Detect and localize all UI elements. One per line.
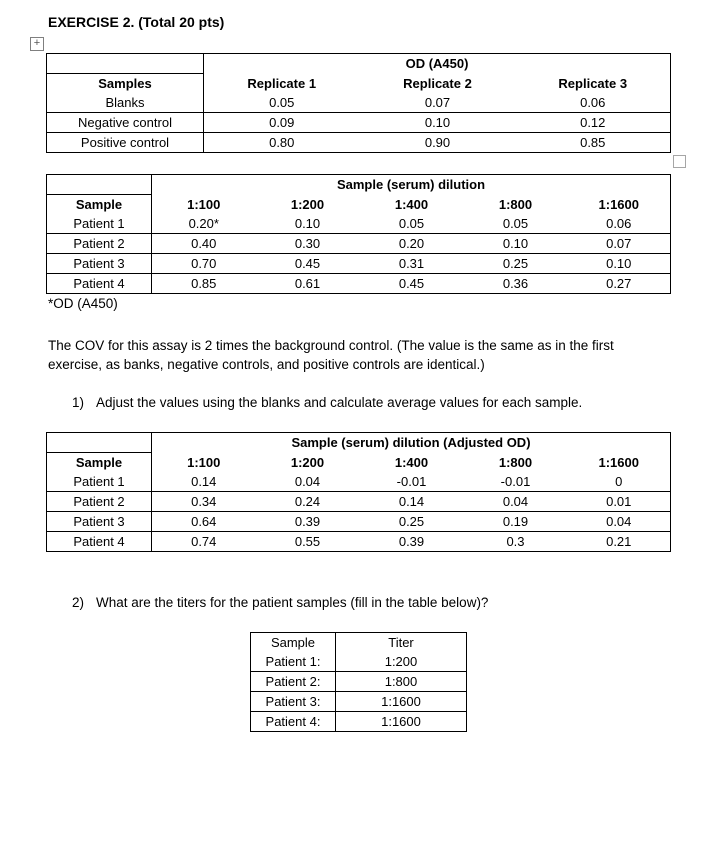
table-cell: 0.10 xyxy=(256,214,360,234)
table-cell: 0.05 xyxy=(464,214,568,234)
table-cell: Negative control xyxy=(47,113,204,133)
table-cell: Patient 2 xyxy=(47,492,152,512)
table-cell: 0.39 xyxy=(256,512,360,532)
table-cell: Patient 1: xyxy=(251,652,336,672)
table-row xyxy=(47,274,671,294)
titer-cell[interactable]: 1:1600 xyxy=(336,692,467,712)
table-cell xyxy=(47,54,204,74)
column-header: Titer xyxy=(336,633,467,653)
column-header: 1:200 xyxy=(290,454,325,470)
table-cell: 0.34 xyxy=(152,492,256,512)
table-cell: Patient 1 xyxy=(47,472,152,492)
table-cell: 0.70 xyxy=(152,254,256,274)
table-row xyxy=(47,93,671,113)
table-cell: Positive control xyxy=(47,133,204,153)
titer-cell[interactable]: 1:800 xyxy=(336,672,467,692)
adjusted-od-table xyxy=(46,432,671,552)
column-header: Replicate 3 xyxy=(516,74,671,94)
table-row xyxy=(47,512,671,532)
question-text: Adjust the values using the blanks and calculate average values for each sample. xyxy=(96,395,583,410)
od-footnote: *OD (A450) xyxy=(48,296,118,311)
table-cell: Patient 4 xyxy=(47,274,152,294)
table-row xyxy=(47,234,671,254)
column-header: 1:800 xyxy=(498,454,533,470)
column-header: 1:200 xyxy=(290,196,325,212)
table-cell: 0.12 xyxy=(516,113,671,133)
table-row xyxy=(47,254,671,274)
table-resize-handle-icon[interactable] xyxy=(673,155,686,168)
table-cell: 0.05 xyxy=(360,214,464,234)
column-header: Replicate 1 xyxy=(204,74,360,94)
table-cell: 0.04 xyxy=(256,472,360,492)
table-move-handle-icon[interactable]: + xyxy=(30,37,44,51)
column-header: Replicate 2 xyxy=(403,75,472,91)
table-cell: 0.40 xyxy=(152,234,256,254)
column-header: 1:1600 xyxy=(568,195,671,215)
table-cell: 0.27 xyxy=(568,274,671,294)
table-cell: 0.24 xyxy=(256,492,360,512)
question-number: 1) xyxy=(72,395,85,410)
table-cell: 0.10 xyxy=(360,113,516,133)
titer-cell[interactable]: 1:1600 xyxy=(336,712,467,732)
exercise-title: EXERCISE 2. (Total 20 pts) xyxy=(48,14,225,30)
table-cell: 0.04 xyxy=(464,492,568,512)
table-cell: Patient 3: xyxy=(251,692,336,712)
table-cell: 0.39 xyxy=(360,532,464,552)
od-replicates-table xyxy=(46,53,671,153)
group-header: Sample (serum) dilution (Adjusted OD) xyxy=(152,433,671,453)
question-1 xyxy=(72,395,582,410)
table-cell: 0.64 xyxy=(152,512,256,532)
column-header: Sample xyxy=(251,633,336,653)
table-cell: 0.74 xyxy=(152,532,256,552)
titer-cell[interactable]: 1:200 xyxy=(336,652,467,672)
table-cell: 0.90 xyxy=(360,133,516,153)
column-header: 1:800 xyxy=(498,196,533,212)
table-row xyxy=(47,133,671,153)
column-header: Samples xyxy=(47,74,204,94)
table-cell: 0.07 xyxy=(360,93,516,113)
table-cell: 0.80 xyxy=(204,133,360,153)
question-number: 2) xyxy=(72,595,85,610)
cov-paragraph: The COV for this assay is 2 times the background control. (The value is the same as in the first exercise, as banks, negative controls, and positive controls are identical.) xyxy=(48,338,614,372)
table-cell: 0.45 xyxy=(256,254,360,274)
table-row xyxy=(47,472,671,492)
table-cell: 0.61 xyxy=(256,274,360,294)
table-cell: 0.20* xyxy=(152,214,256,234)
table-cell: 0.06 xyxy=(516,93,671,113)
table-cell: Patient 2 xyxy=(47,234,152,254)
column-header: 1:1600 xyxy=(568,453,671,473)
titer-table xyxy=(250,632,467,732)
table-cell: 0.06 xyxy=(568,214,671,234)
table-cell: 0.14 xyxy=(152,472,256,492)
table-row xyxy=(47,532,671,552)
table-cell: 0.30 xyxy=(256,234,360,254)
table-cell: 0.36 xyxy=(464,274,568,294)
table-cell: Blanks xyxy=(47,93,204,113)
table-cell: 0.3 xyxy=(464,532,568,552)
table-cell: Patient 3 xyxy=(47,512,152,532)
question-2 xyxy=(72,595,488,610)
table-row xyxy=(47,113,671,133)
column-header: 1:400 xyxy=(394,454,429,470)
table-cell: -0.01 xyxy=(464,472,568,492)
table-cell: 0.19 xyxy=(464,512,568,532)
column-header: Sample xyxy=(47,453,152,473)
table-row xyxy=(47,492,671,512)
table-cell: 0.85 xyxy=(516,133,671,153)
table-row xyxy=(47,214,671,234)
table-cell: 0.10 xyxy=(464,234,568,254)
column-header: 1:100 xyxy=(152,453,256,473)
table-cell: 0.25 xyxy=(464,254,568,274)
table-cell: 0.20 xyxy=(360,234,464,254)
column-header: 1:400 xyxy=(394,196,429,212)
table-cell: 0.55 xyxy=(256,532,360,552)
table-cell: 0.10 xyxy=(568,254,671,274)
table-row xyxy=(251,712,467,732)
question-text: What are the titers for the patient samples (fill in the table below)? xyxy=(96,595,489,610)
table-row xyxy=(251,692,467,712)
table-cell: 0 xyxy=(568,472,671,492)
table-cell: Patient 4: xyxy=(251,712,336,732)
table-cell: 0.01 xyxy=(568,492,671,512)
table-row xyxy=(251,672,467,692)
table-cell: 0.04 xyxy=(568,512,671,532)
table-cell: 0.45 xyxy=(360,274,464,294)
table-cell: 0.09 xyxy=(204,113,360,133)
group-header: OD (A450) xyxy=(204,54,671,74)
table-cell: 0.31 xyxy=(360,254,464,274)
table-row xyxy=(251,652,467,672)
table-cell: Patient 4 xyxy=(47,532,152,552)
table-cell: 0.21 xyxy=(568,532,671,552)
column-header: 1:100 xyxy=(152,195,256,215)
group-header: Sample (serum) dilution xyxy=(152,175,671,195)
serum-dilution-table xyxy=(46,174,671,294)
table-cell: 0.05 xyxy=(204,93,360,113)
table-cell: 0.85 xyxy=(152,274,256,294)
table-cell xyxy=(47,433,152,453)
table-cell: 0.14 xyxy=(360,492,464,512)
column-header: Sample xyxy=(47,195,152,215)
table-cell: 0.07 xyxy=(568,234,671,254)
table-cell: Patient 2: xyxy=(251,672,336,692)
table-cell xyxy=(47,175,152,195)
table-cell: 0.25 xyxy=(360,512,464,532)
table-cell: -0.01 xyxy=(360,472,464,492)
table-cell: Patient 1 xyxy=(47,214,152,234)
table-cell: Patient 3 xyxy=(47,254,152,274)
